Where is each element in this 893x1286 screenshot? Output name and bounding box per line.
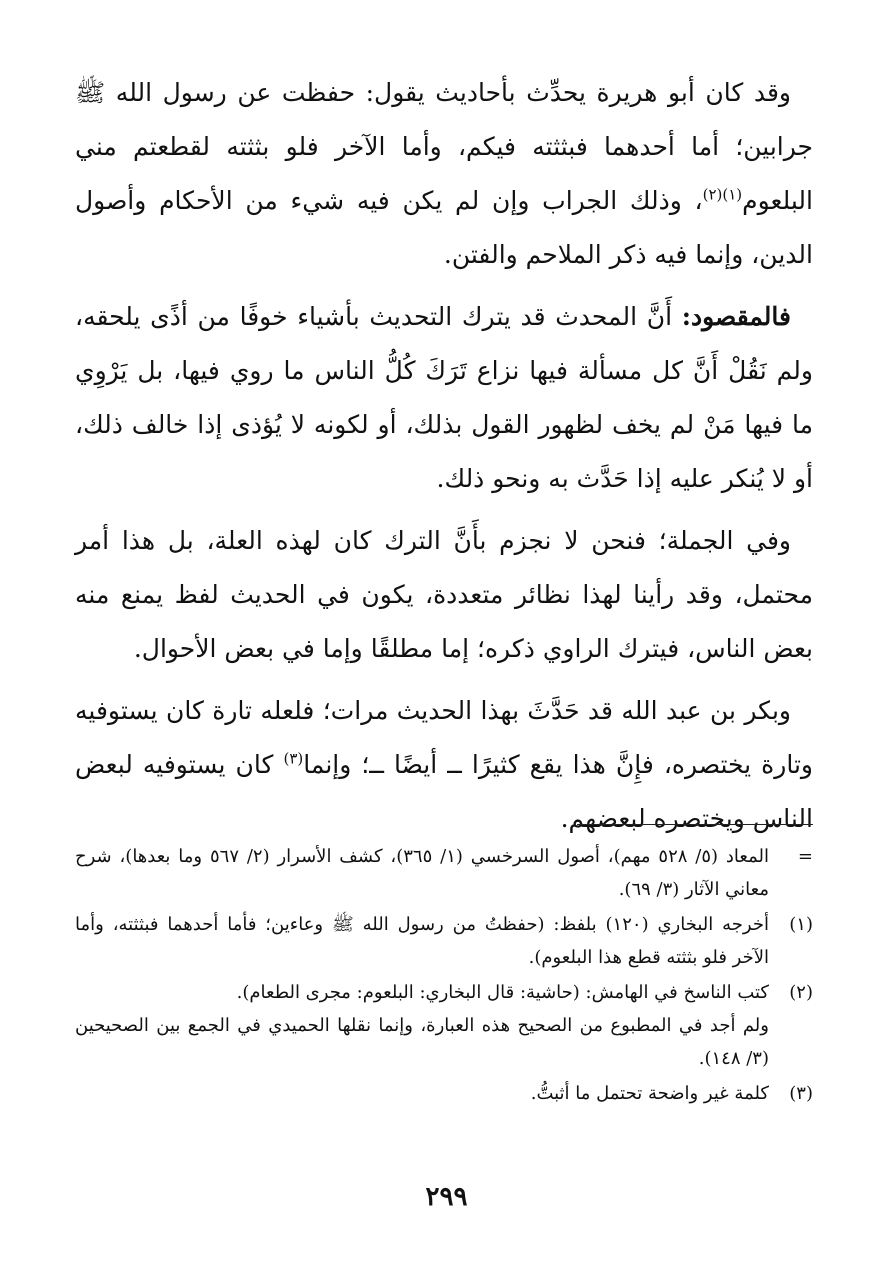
footnote-2-text-b: ولم أجد في المطبوع من الصحيح هذه العبارة، وإنما نقلها الحميدي في الجمع بين الصحيحين (٣/ ١٤٨). (75, 1015, 769, 1069)
paragraph-4-part-a: وبكر بن عبد الله قد حَدَّثَ بهذا الحديث مرات؛ فلعله تارة كان يستوفيه وتارة يختصره، فإِنَّ هذا يقع كثيرًا ــ أيضًا ــ؛ وإنما (75, 696, 814, 779)
footnote-3-marker: (٣) (789, 1083, 813, 1104)
footnote-ref-1-2[interactable]: (١)(٢) (702, 185, 743, 204)
footnote-2 (75, 976, 813, 1075)
footnote-2-marker: (٢) (789, 982, 813, 1003)
footnote-2-text-a: كتب الناسخ في الهامش: (حاشية: قال البخاري: البلعوم: مجرى الطعام). (236, 982, 769, 1003)
paragraph-2-lead: فالمقصود: (681, 302, 791, 331)
paragraph-1-part-a: وقد كان أبو هريرة يحدِّث بأحاديث يقول: حفظت عن رسول الله ﷺ جرابين؛ أما أحدهما فبثثته فيكم، وأما الآخر فلو بثثته لقطعتم مني البلعوم (75, 78, 813, 215)
footnote-1-text: أخرجه البخاري (١٢٠) بلفظ: (حفظتُ من رسول الله ﷺ وعاءين؛ فأما أحدهما فبثثته، وأما الآخر فلو بثثته قطع هذا البلعوم). (75, 914, 769, 968)
footnote-ref-3[interactable]: (٣) (283, 749, 304, 768)
footnotes (75, 840, 813, 1112)
page-number: ٢٩٩ (425, 1182, 468, 1212)
footnote-1-marker: (١) (789, 914, 813, 935)
footnote-continued-text: المعاد (٥/ ٥٢٨ مهم)، أصول السرخسي (١/ ٣٦٥)، كشف الأسرار (٢/ ٥٦٧ وما بعدها)، شرح معاني الآثار (٣/ ٦٩). (75, 846, 769, 900)
footnote-continued (75, 840, 813, 906)
paragraph-3: وفي الجملة؛ فنحن لا نجزم بأَنَّ الترك كان لهذه العلة، بل هذا أمر محتمل، وقد رأينا لهذا نظائر متعددة، يكون في الحديث لفظ يمنع منه بعض الناس، فيترك الراوي ذكره؛ إما مطلقًا وإما في بعض الأحوال. (75, 526, 813, 663)
footnote-1 (75, 908, 813, 974)
paragraph-2 (75, 290, 813, 506)
paragraph-1 (75, 66, 813, 282)
footnote-2-body (75, 976, 769, 1075)
paragraph-4 (75, 684, 813, 846)
paragraph-4-part-b: كان يستوفيه لبعض الناس ويختصره لبعضهم. (75, 750, 813, 833)
footnote-continued-marker: = (797, 846, 813, 867)
footnote-3-text: كلمة غير واضحة تحتمل ما أثبتُّ. (530, 1083, 769, 1104)
main-text (75, 66, 813, 854)
paragraph-2-text: أَنَّ المحدث قد يترك التحديث بأشياء خوفًا من أذًى يلحقه، ولم نَقُلْ أَنَّ كل مسألة فيها نزاع تَرَكَ كُلُّ الناس ما روي فيها، بل يَرْوِي ما فيها مَنْ لم يخف لظهور القول بذلك، أو لكونه لا يُؤذى إذا خالف ذلك، أو لا يُنكر عليه إذا حَدَّث به ونحو ذلك. (75, 302, 813, 493)
footnote-3 (75, 1077, 813, 1110)
paragraph-1-part-b: ، وذلك الجراب وإن لم يكن فيه شيء من الأحكام وأصول الدين، وإنما فيه ذكر الملاحم والفتن. (75, 186, 813, 269)
footnote-divider (577, 824, 813, 825)
